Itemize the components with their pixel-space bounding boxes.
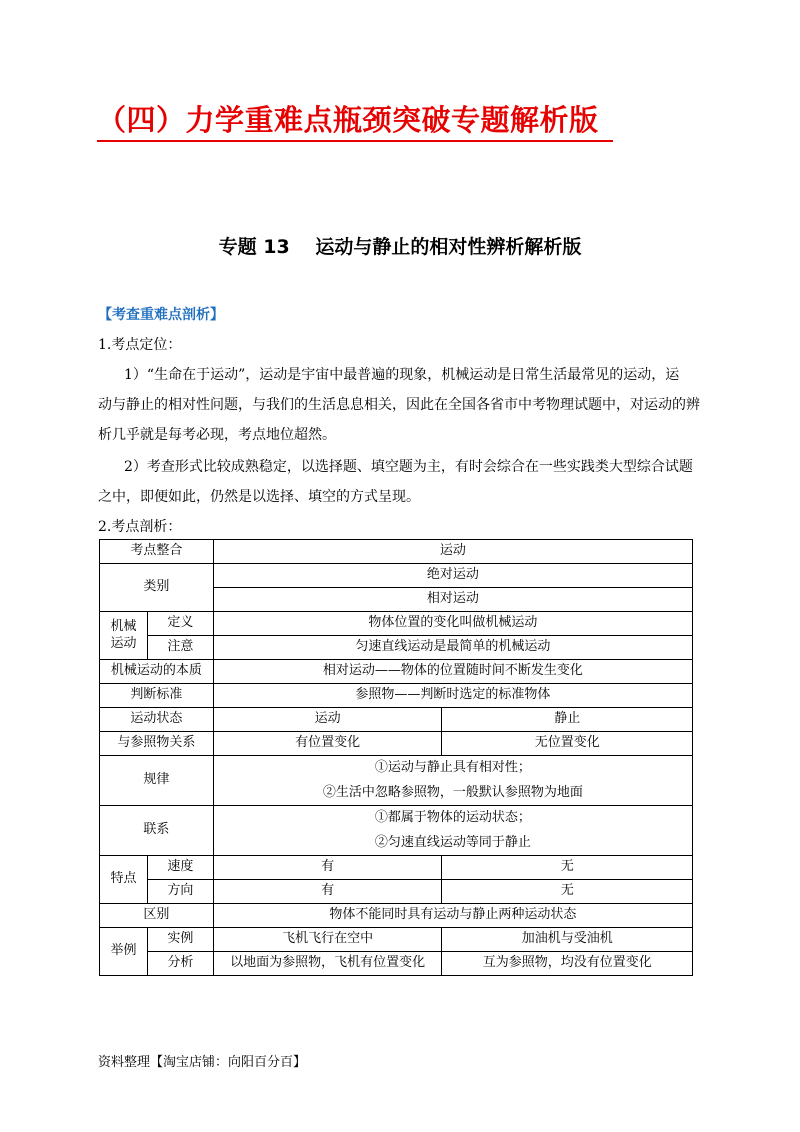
table-cell: 速度	[147, 856, 213, 880]
table-cell: 判断标准	[100, 684, 214, 708]
table-cell: 无位置变化	[442, 732, 693, 756]
table-cell: 考点整合	[100, 540, 214, 564]
table-cell: 相对运动——物体的位置随时间不断发生变化	[213, 660, 692, 684]
page-footer: 资料整理【淘宝店铺：向阳百分百】	[98, 1055, 307, 1070]
table-row	[100, 660, 693, 684]
table-row	[100, 540, 693, 564]
table-cell: 实例	[147, 928, 213, 952]
para1-line2: 动与静止的相对性问题，与我们的生活息息相关，因此在全国各省市中考物理试题中，对运动的辨	[98, 397, 700, 413]
table-cell: 静止	[442, 708, 693, 732]
table-row	[100, 756, 693, 806]
table-cell: 无	[442, 856, 693, 880]
point1-heading: 1.考点定位：	[98, 337, 182, 353]
table-row	[100, 612, 693, 636]
table-cell: 有位置变化	[213, 732, 442, 756]
table-cell: 类别	[100, 564, 214, 612]
table-cell: 运动状态	[100, 708, 214, 732]
table-row	[100, 856, 693, 880]
table-cell: 与参照物关系	[100, 732, 214, 756]
table-cell: 匀速直线运动是最简单的机械运动	[213, 636, 692, 660]
table-cell: 区别	[100, 904, 214, 928]
para1-line3: 析几乎就是每考必现，考点地位超然。	[98, 427, 336, 443]
table-cell: 运动	[213, 540, 692, 564]
table-cell: 参照物——判断时选定的标准物体	[213, 684, 692, 708]
table-cell: 有	[213, 880, 442, 904]
table-row	[100, 684, 693, 708]
table-cell: 物体位置的变化叫做机械运动	[213, 612, 692, 636]
page-subtitle: 专题 13 运动与静止的相对性辨析解析版	[218, 236, 582, 258]
table-cell: 运动	[213, 708, 442, 732]
table-row	[100, 564, 693, 588]
para2-line2: 之中，即便如此，仍然是以选择、填空的方式呈现。	[98, 489, 420, 505]
table-row	[100, 880, 693, 904]
table-cell: 以地面为参照物，飞机有位置变化	[213, 952, 442, 976]
table-cell: 方向	[147, 880, 213, 904]
table-cell: ①都属于物体的运动状态； ②匀速直线运动等同于静止	[213, 806, 692, 856]
table-cell: 特点	[100, 856, 148, 904]
table-row	[100, 904, 693, 928]
section-heading: 【考查重难点剖析】	[98, 307, 224, 323]
table-row	[100, 732, 693, 756]
banner-title: （四）力学重难点瓶颈突破专题解析版	[97, 98, 613, 142]
table-cell: 相对运动	[213, 588, 692, 612]
table-cell: 加油机与受油机	[442, 928, 693, 952]
para2-line1: 2）考查形式比较成熟稳定，以选择题、填空题为主，有时会综合在一些实践类大型综合试题	[124, 459, 693, 475]
table-cell: 机械运动的本质	[100, 660, 214, 684]
table-row	[100, 636, 693, 660]
knowledge-table	[99, 539, 693, 976]
table-cell: 互为参照物，均没有位置变化	[442, 952, 693, 976]
table-cell: 规律	[100, 756, 214, 806]
table-cell: 飞机飞行在空中	[213, 928, 442, 952]
table-row	[100, 708, 693, 732]
table-cell: 举例	[100, 928, 148, 976]
para1-line1: 1）“生命在于运动”，运动是宇宙中最普遍的现象，机械运动是日常生活最常见的运动，运	[124, 367, 680, 383]
table-cell: 物体不能同时具有运动与静止两种运动状态	[213, 904, 692, 928]
table-cell: 定义	[147, 612, 213, 636]
table-cell: 注意	[147, 636, 213, 660]
table-row	[100, 952, 693, 976]
table-cell: 联系	[100, 806, 214, 856]
table-row	[100, 806, 693, 856]
table-cell: ①运动与静止具有相对性； ②生活中忽略参照物，一般默认参照物为地面	[213, 756, 692, 806]
table-cell: 绝对运动	[213, 564, 692, 588]
point2-heading: 2.考点剖析：	[98, 519, 182, 535]
table-cell: 机械 运动	[100, 612, 148, 660]
table-cell: 无	[442, 880, 693, 904]
table-cell: 分析	[147, 952, 213, 976]
table-row	[100, 928, 693, 952]
table-cell: 有	[213, 856, 442, 880]
